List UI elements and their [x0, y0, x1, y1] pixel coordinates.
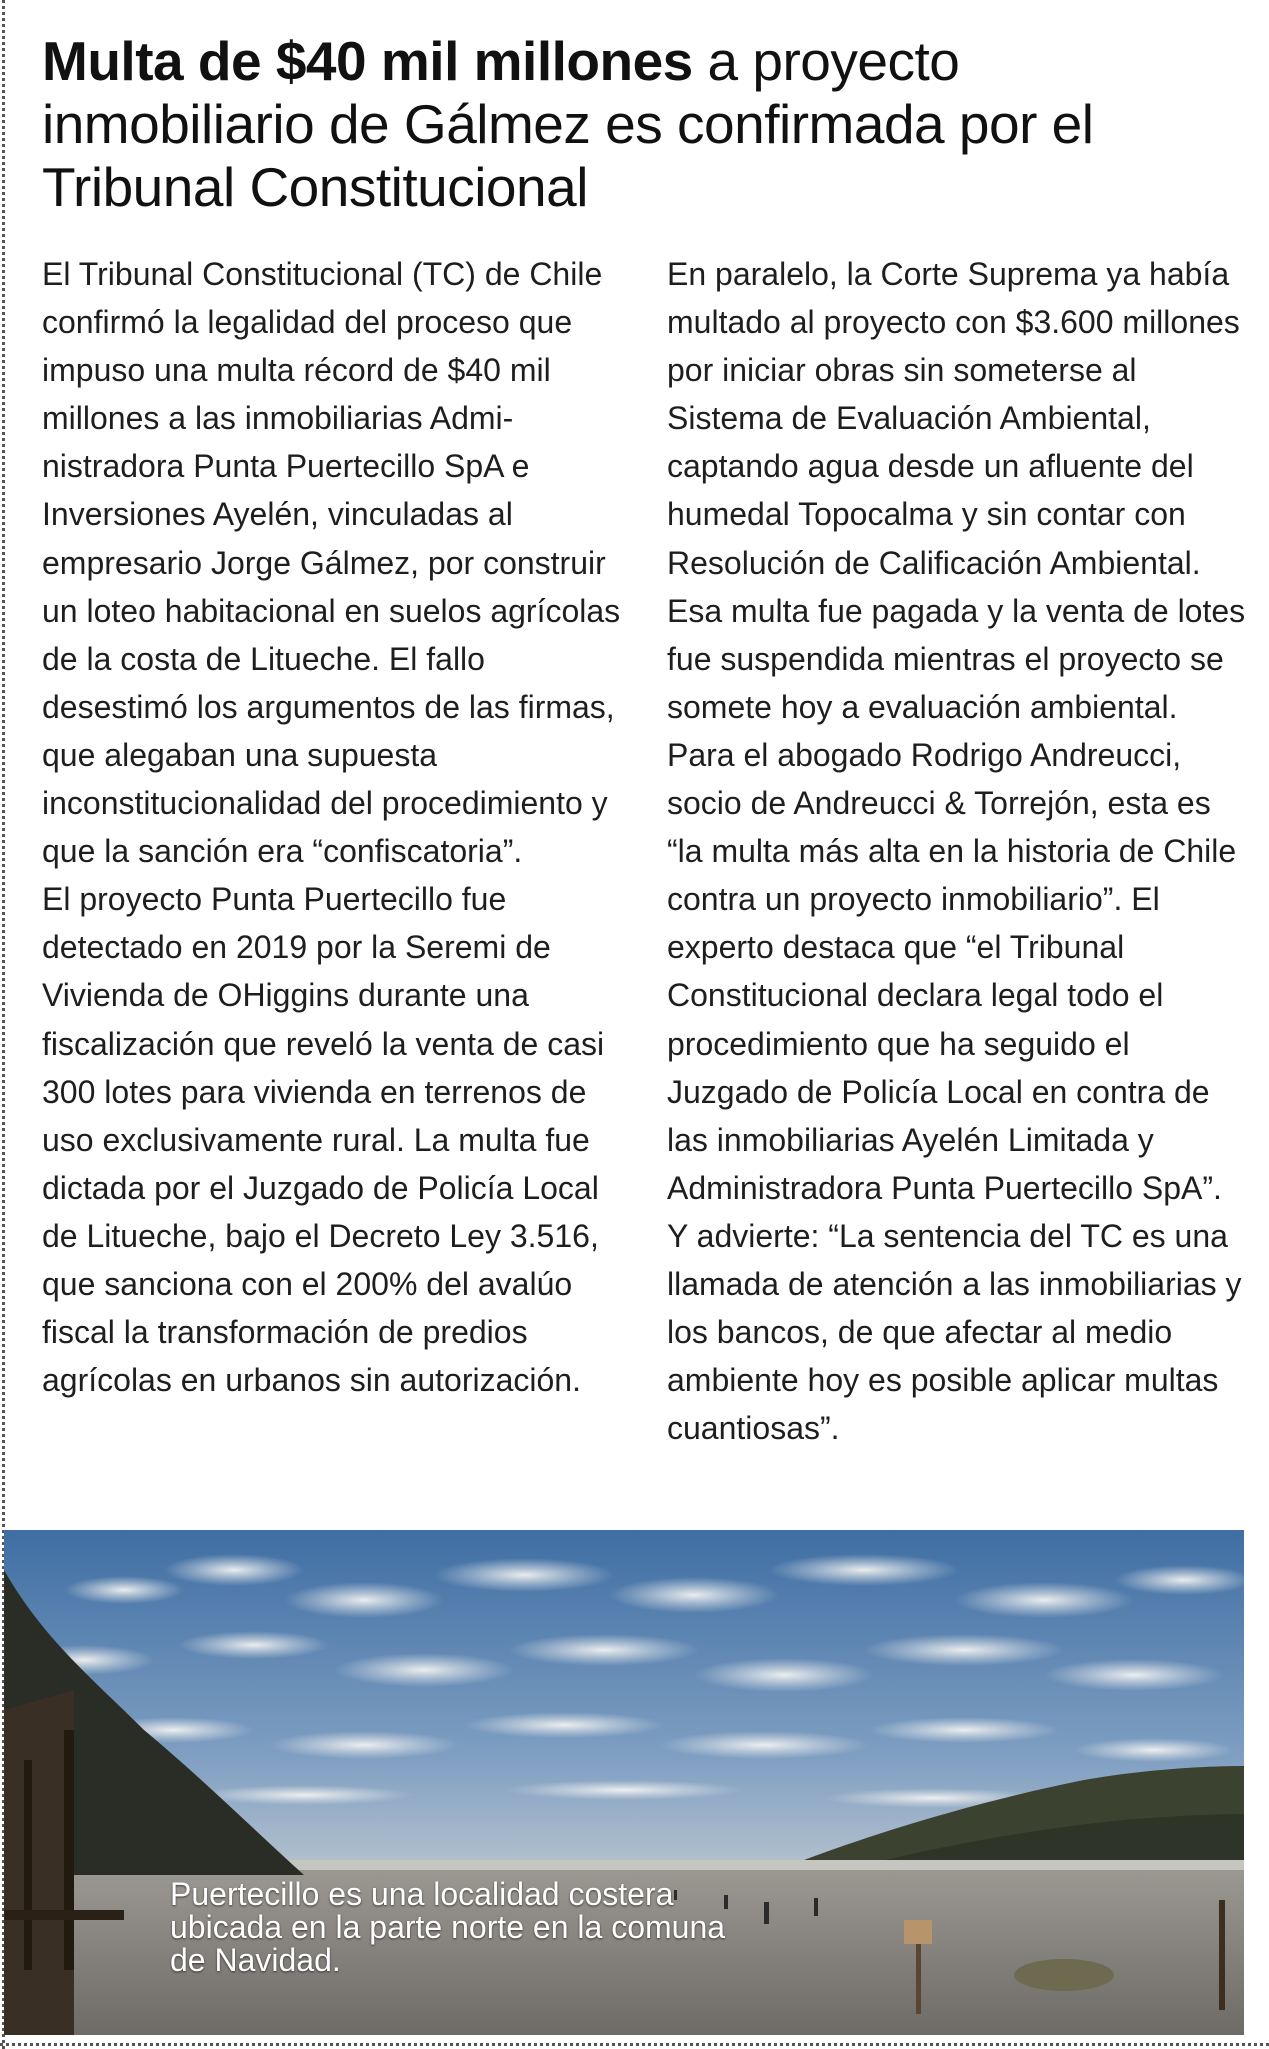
cut-line-bottom: [0, 2043, 1269, 2046]
headline-rest: a proyecto inmobiliario de Gálmez es confirmada por el Tribunal Constitucional: [42, 30, 1094, 218]
paragraph-2: El proyecto Punta Puertecillo fue detectado en 2019 por la Seremi de Vivienda de OHiggins durante una fiscalización que reveló la venta de casi 300 lotes para vivienda en terrenos de uso exclusivamente rural. La multa fue dictada por el Juzgado de Policía Local de Litueche, bajo el Decreto Ley 3.516, que sanciona con el 200% del avalúo fiscal la transformación de predios agrícolas en urbanos sin autorización.: [42, 881, 605, 1399]
headline: [42, 30, 1242, 219]
article-body: [42, 250, 1248, 1490]
paragraph-1: El Tribunal Constitucional (TC) de Chile confirmó la legalidad del proceso que impuso una multa récord de $40 mil millones a las inmobiliarias Administradora Punta Puertecillo SpA e Inversiones Ayelén, vinculadas al empresario Jorge Gálmez, por construir un loteo habitacional en suelos agrícolas de la costa de Litueche. El fallo desestimó los argumentos de las firmas, que alegaban una supuesta inconstitucionalidad del procedimiento y que la sanción era “confiscatoria”.: [42, 256, 621, 870]
paragraph-3: En paralelo, la Corte Suprema ya había multado al proyecto con $3.600 millones por iniciar obras sin someterse al Sistema de Evaluación Ambiental, captando agua desde un afluente del humedal Topocalma y sin contar con Resolución de Calificación Ambiental. Esa multa fue pagada y la venta de lotes fue suspendida mientras el proyecto se somete hoy a evaluación ambiental.: [667, 256, 1246, 725]
photo-caption: Puertecillo es una localidad costera ubicada en la parte norte en la comuna de Navidad.: [170, 1876, 726, 1978]
paragraph-4: Para el abogado Rodrigo Andreucci, socio de Andreucci & Torrejón, esta es “la multa más alta en la historia de Chile contra un proyecto inmobiliario”. El experto destaca que “el Tribunal Constitucional declara legal todo el procedimiento que ha seguido el Juzgado de Policía Local en contra de las inmobiliarias Ayelén Limitada y Administradora Punta Puertecillo SpA”. Y advierte: “La sentencia del TC es una llamada de atención a las inmobiliarias y los bancos, de que afectar al medio ambiente hoy es posible aplicar multas cuantiosas”.: [667, 736, 1242, 1447]
headline-bold: Multa de $40 mil millones: [42, 30, 693, 92]
